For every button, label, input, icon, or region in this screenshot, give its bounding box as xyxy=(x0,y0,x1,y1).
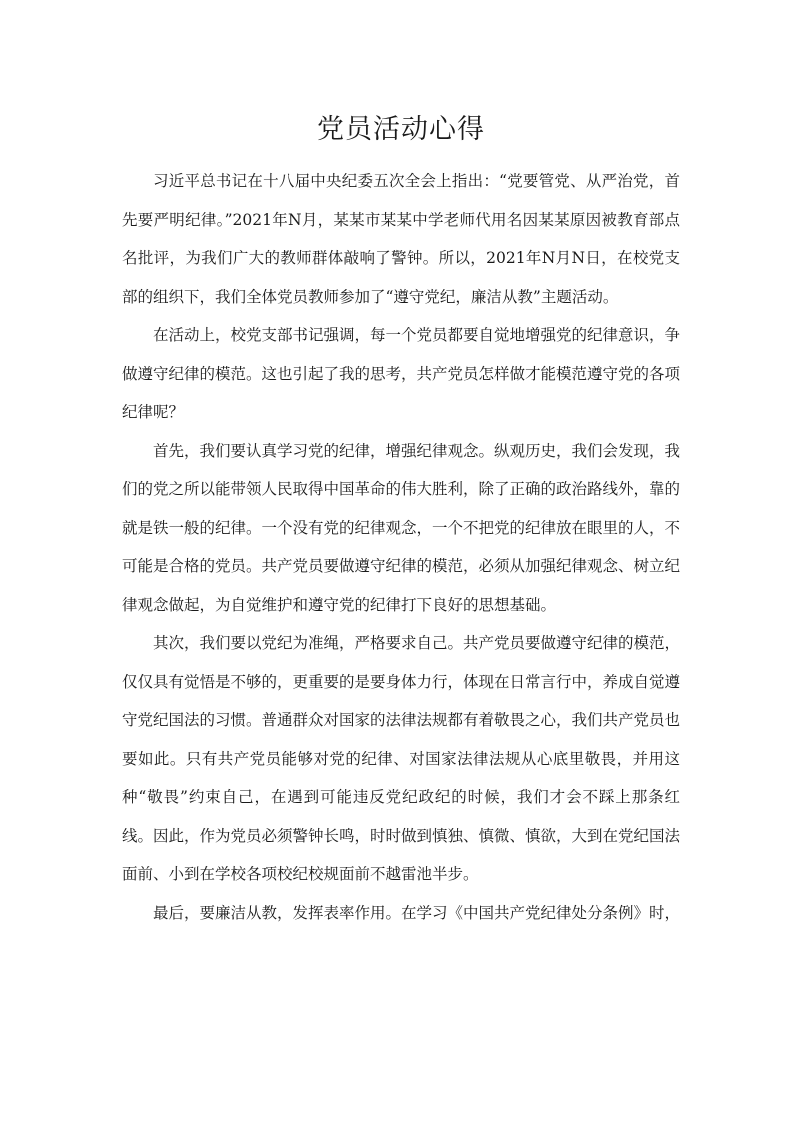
document-title: 党员活动心得 xyxy=(317,114,485,145)
paragraph: 习近平总书记在十八届中央纪委五次全会上指出：“党要管党、从严治党，首先要严明纪律。”2021年N月，某某市某某中学老师代用名因某某原因被教育部点名批评，为我们广大的教师群体敲响了警钟。所以，2021年N月N日，在校党支部的组织下，我们全体党员教师参加了“遵守党纪，廉洁从教”主题活动。 xyxy=(122,172,680,306)
paragraph: 首先，我们要认真学习党的纪律，增强纪律观念。纵观历史，我们会发现，我们的党之所以能带领人民取得中国革命的伟大胜利，除了正确的政治路线外，靠的就是铁一般的纪律。一个没有党的纪律观念，一个不把党的纪律放在眼里的人，不可能是合格的党员。共产党员要做遵守纪律的模范，必须从加强纪律观念、树立纪律观念做起，为自觉维护和遵守党的纪律打下良好的思想基础。 xyxy=(122,441,681,614)
paragraph: 在活动上，校党支部书记强调，每一个党员都要自觉地增强党的纪律意识，争做遵守纪律的模范。这也引起了我的思考，共产党员怎样做才能模范遵守党的各项纪律呢？ xyxy=(122,326,681,421)
paragraph: 最后，要廉洁从教，发挥表率作用。在学习《中国共产党纪律处分条例》时， xyxy=(153,903,681,922)
paragraph: 其次，我们要以党纪为准绳，严格要求自己。共产党员要做遵守纪律的模范，仅仅具有觉悟是不够的，更重要的是要身体力行，体现在日常言行中，养成自觉遵守党纪国法的习惯。普通群众对国家的法律法规都有着敬畏之心，我们共产党员也要如此。只有共产党员能够对党的纪律、对国家法律法规从心底里敬畏，并用这种“敬畏”约束自己，在遇到可能违反党纪政纪的时候，我们才会不踩上那条红线。因此，作为党员必须警钟长鸣，时时做到慎独、慎微、慎欲，大到在党纪国法面前、小到在学校各项校纪校规面前不越雷池半步。 xyxy=(122,634,681,883)
